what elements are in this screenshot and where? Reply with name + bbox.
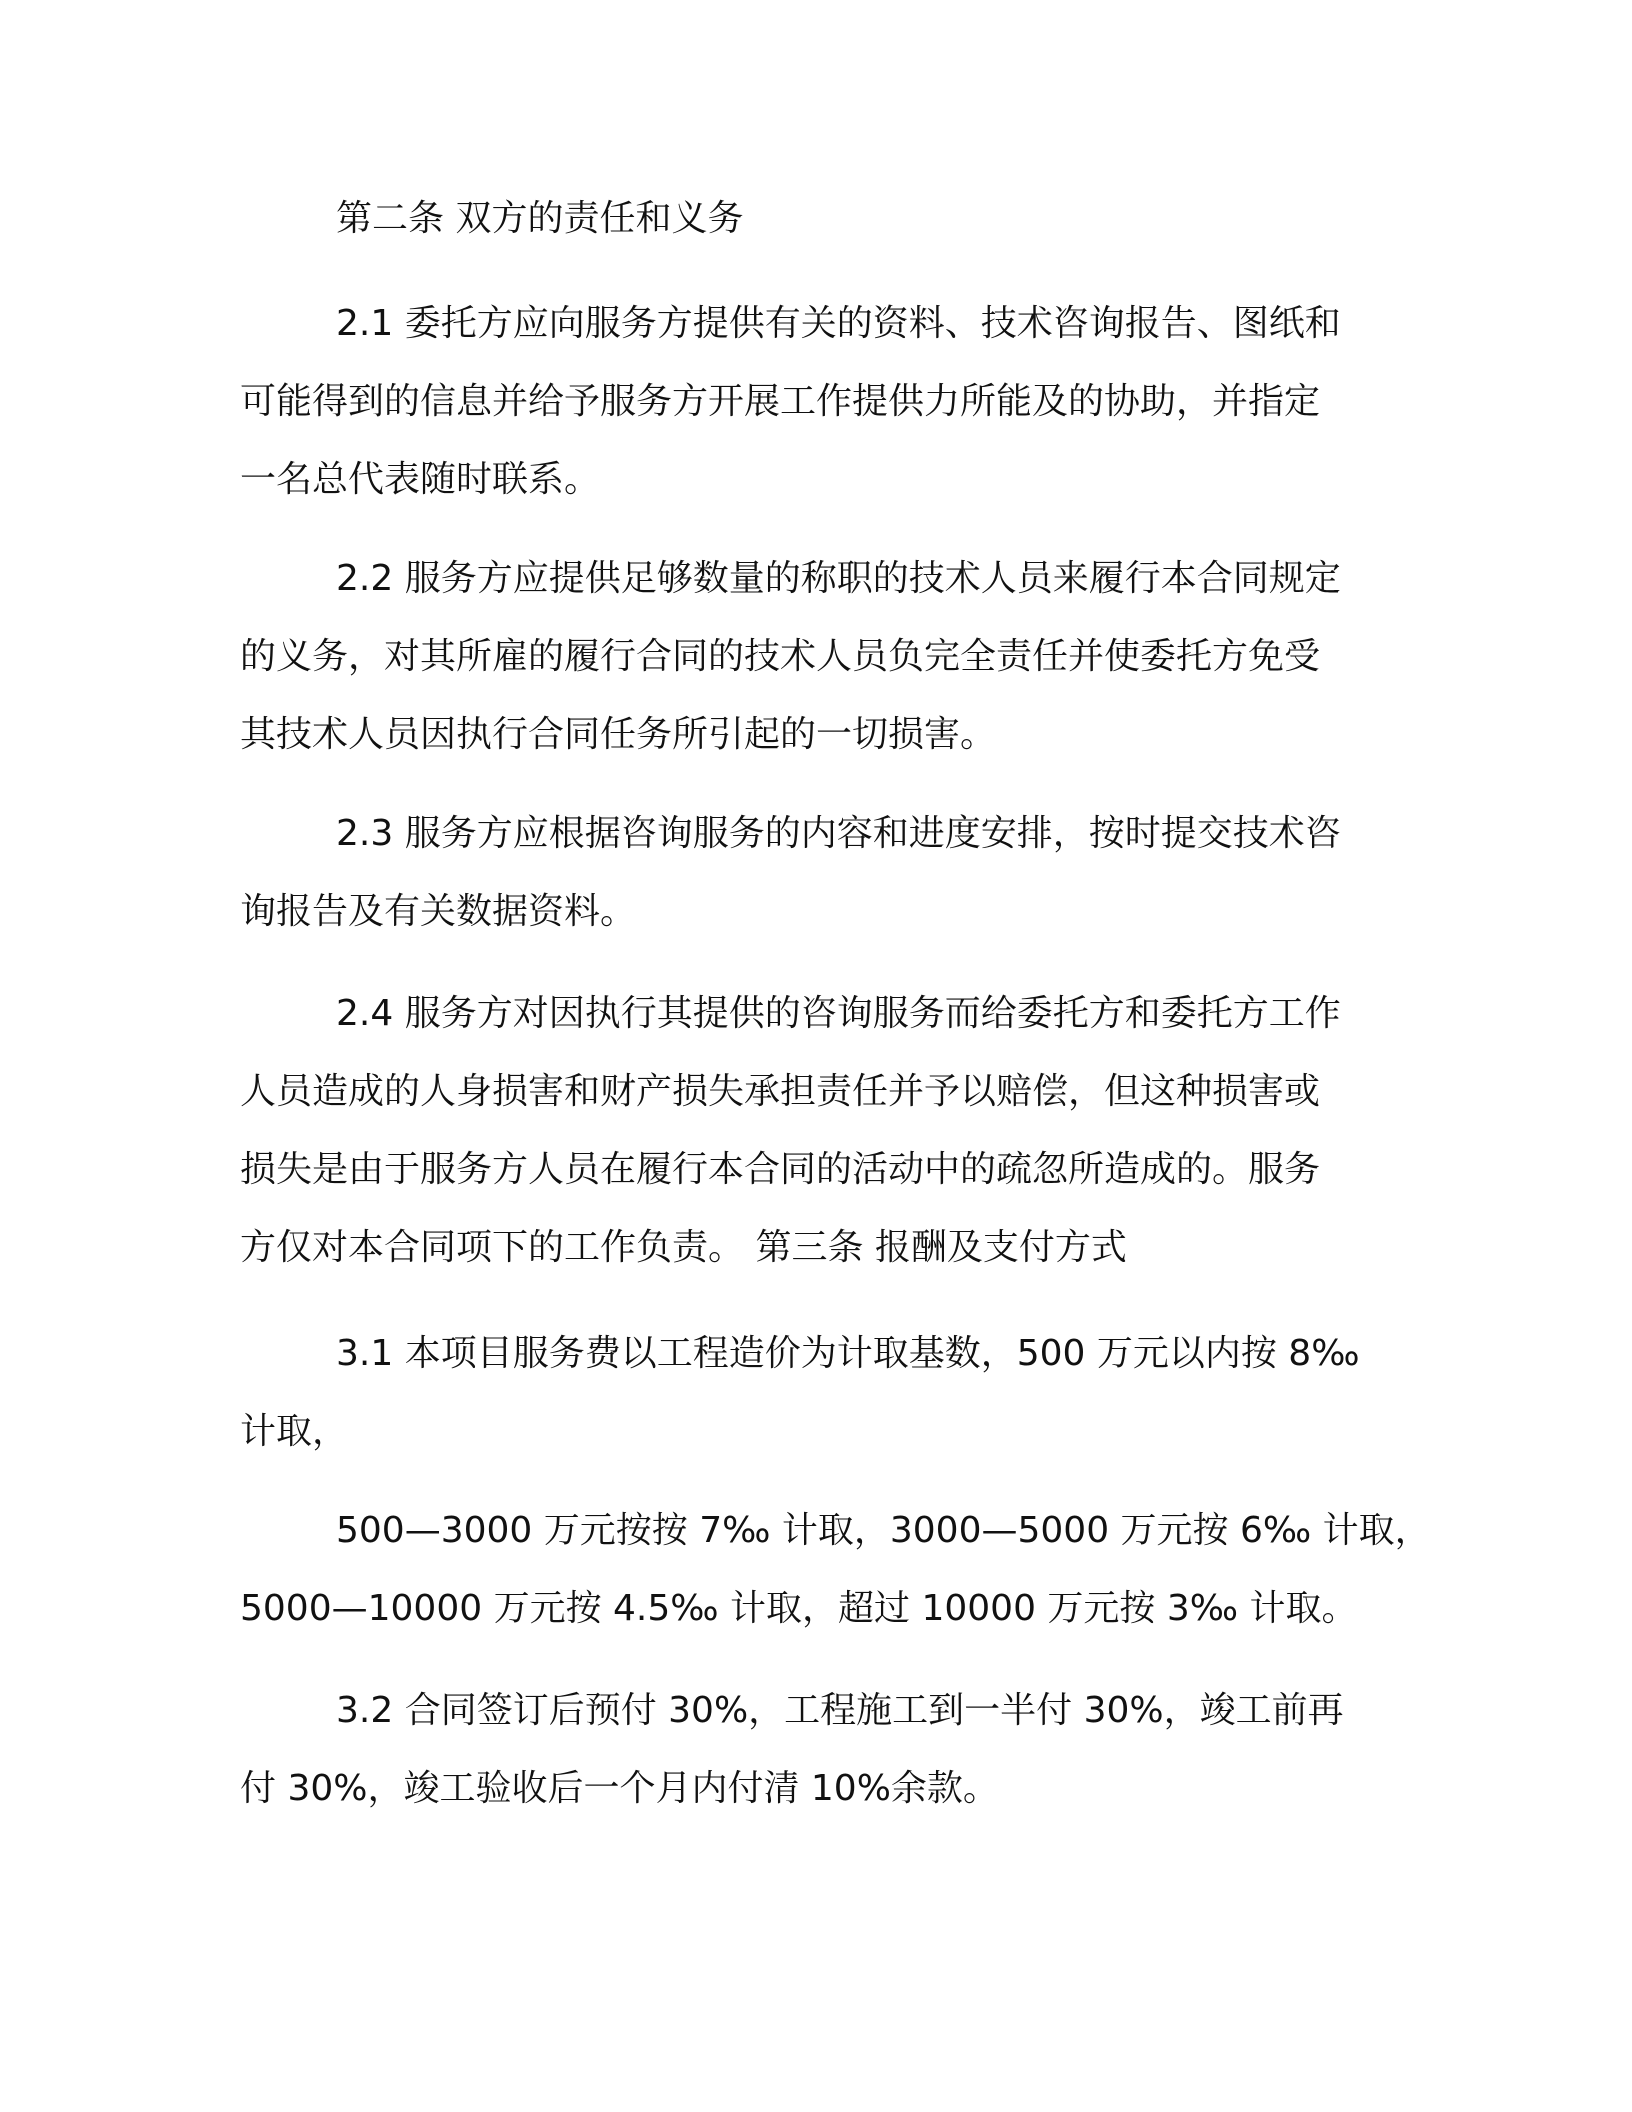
paragraph-2-1 bbox=[240, 285, 1420, 519]
paragraph-3-1 bbox=[240, 1315, 1420, 1471]
paragraph-line: 计取， bbox=[240, 1411, 349, 1452]
paragraph-line: 损失是由于服务方人员在履行本合同的活动中的疏忽所造成的。服务 bbox=[240, 1149, 1321, 1190]
paragraph-line: 付 30%，竣工验收后一个月内付清 10%余款。 bbox=[240, 1768, 999, 1809]
paragraph-line: 可能得到的信息并给予服务方开展工作提供力所能及的协助，并指定 bbox=[240, 381, 1321, 422]
paragraph-line: 方仅对本合同项下的工作负责。 第三条 报酬及支付方式 bbox=[240, 1227, 1127, 1268]
paragraph-line: 的义务，对其所雇的履行合同的技术人员负完全责任并使委托方免受 bbox=[240, 636, 1321, 677]
paragraph-2-2 bbox=[240, 540, 1420, 774]
paragraph-line: 2.2 服务方应提供足够数量的称职的技术人员来履行本合同规定 bbox=[336, 558, 1341, 599]
heading-text: 第二条 双方的责任和义务 bbox=[336, 198, 744, 239]
paragraph-line: 2.3 服务方应根据咨询服务的内容和进度安排，按时提交技术咨 bbox=[336, 813, 1341, 854]
paragraph-line: 询报告及有关数据资料。 bbox=[240, 891, 637, 932]
paragraph-line: 人员造成的人身损害和财产损失承担责任并予以赔偿，但这种损害或 bbox=[240, 1071, 1321, 1112]
paragraph-line: 3.2 合同签订后预付 30%，工程施工到一半付 30%，竣工前再 bbox=[336, 1690, 1344, 1731]
paragraph-line: 5000—10000 万元按 4.5‰ 计取，超过 10000 万元按 3‰ 计取。 bbox=[240, 1588, 1358, 1629]
paragraph-line: 500—3000 万元按按 7‰ 计取，3000—5000 万元按 6‰ 计取， bbox=[336, 1510, 1431, 1551]
paragraph-3-2 bbox=[240, 1672, 1420, 1828]
paragraph-2-4 bbox=[240, 975, 1420, 1287]
article-2-heading bbox=[240, 180, 1420, 258]
paragraph-line: 3.1 本项目服务费以工程造价为计取基数，500 万元以内按 8‰ bbox=[336, 1333, 1360, 1374]
paragraph-line: 2.4 服务方对因执行其提供的咨询服务而给委托方和委托方工作 bbox=[336, 993, 1341, 1034]
paragraph-3-1-rates bbox=[240, 1492, 1431, 1648]
paragraph-line: 一名总代表随时联系。 bbox=[240, 459, 601, 500]
paragraph-line: 其技术人员因执行合同任务所引起的一切损害。 bbox=[240, 714, 997, 755]
paragraph-2-3 bbox=[240, 795, 1420, 951]
paragraph-line: 2.1 委托方应向服务方提供有关的资料、技术咨询报告、图纸和 bbox=[336, 303, 1341, 344]
